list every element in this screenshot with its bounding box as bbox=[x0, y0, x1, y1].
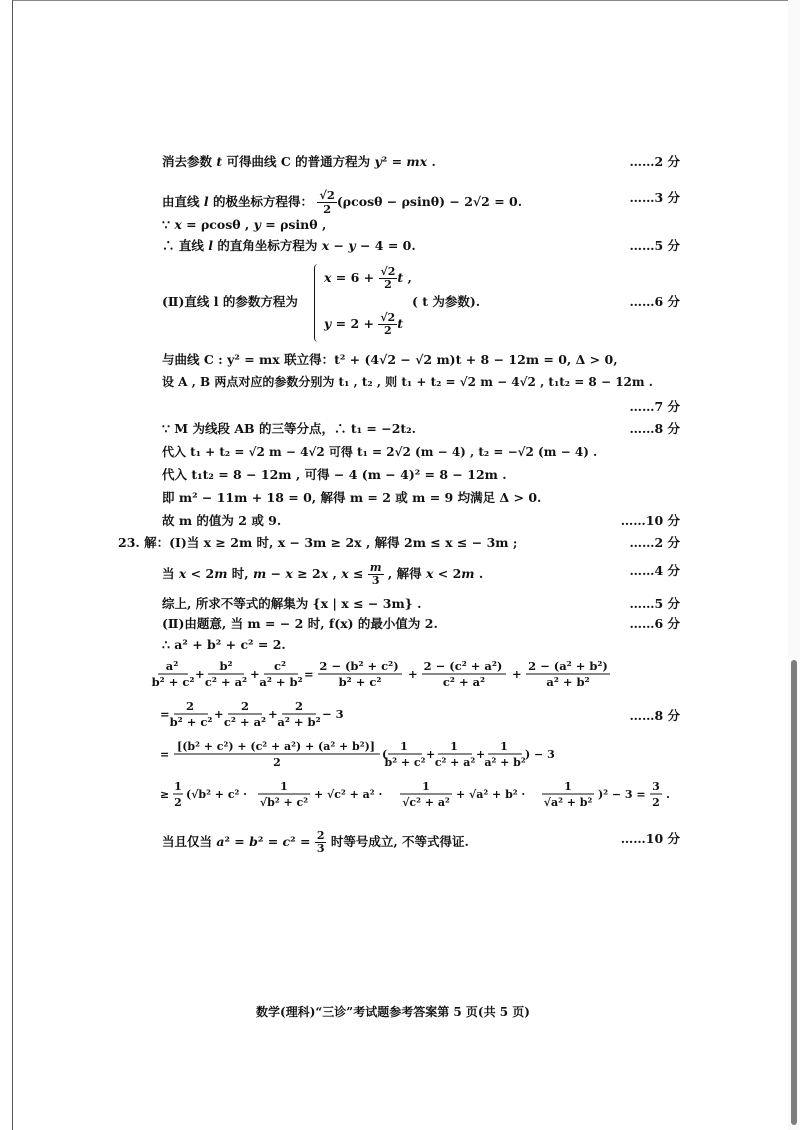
svg-text:1: 1 bbox=[500, 740, 508, 753]
text-line: (Ⅱ)直线 l 的参数方程为 bbox=[162, 294, 298, 309]
svg-text:1: 1 bbox=[280, 780, 288, 793]
svg-text:b² + c²: b² + c² bbox=[384, 756, 426, 769]
equation-block bbox=[151, 656, 698, 826]
param-eq-y: y = 2 + $\frac{√2}{2}$ t bbox=[324, 311, 403, 337]
svg-text:=: = bbox=[160, 707, 170, 721]
svg-text:+: + bbox=[250, 667, 260, 681]
svg-text:c² + a²: c² + a² bbox=[223, 715, 267, 729]
page-footer: 数学(理科)“三诊”考试题参考答案第 5 页(共 5 页) bbox=[256, 1005, 530, 1019]
svg-text:2: 2 bbox=[273, 756, 281, 769]
svg-text:√a² + b²: √a² + b² bbox=[543, 796, 593, 809]
svg-text:≥: ≥ bbox=[160, 788, 170, 801]
svg-text:c²: c² bbox=[273, 659, 287, 673]
svg-text:a² + b²: a² + b² bbox=[277, 715, 321, 729]
svg-text:√b² + c²: √b² + c² bbox=[259, 796, 309, 809]
svg-text:1: 1 bbox=[564, 780, 572, 793]
svg-text:+: + bbox=[426, 748, 436, 761]
svg-text:)² − 3 =: )² − 3 = bbox=[598, 788, 646, 801]
svg-text:+: + bbox=[268, 707, 278, 721]
scrollbar-track[interactable] bbox=[788, 0, 800, 1130]
svg-text:+: + bbox=[512, 667, 522, 681]
svg-text:1: 1 bbox=[400, 740, 408, 753]
svg-text:[(b² + c²) + (c² + a²) + (a² +: [(b² + c²) + (c² + a²) + (a² + b²)] bbox=[177, 740, 375, 753]
score-label: ……8 分 bbox=[629, 708, 680, 723]
svg-text:2 − (a² + b²): 2 − (a² + b²) bbox=[528, 659, 608, 673]
svg-text:=: = bbox=[304, 667, 314, 681]
svg-text:− 3: − 3 bbox=[322, 707, 344, 721]
svg-text:1: 1 bbox=[450, 740, 458, 753]
svg-text:b² + c²: b² + c² bbox=[169, 715, 213, 729]
svg-text:+: + bbox=[214, 707, 224, 721]
param-note: ( t 为参数). bbox=[412, 294, 481, 309]
svg-text:+ √a² + b² ·: + √a² + b² · bbox=[456, 788, 526, 801]
svg-text:2: 2 bbox=[185, 699, 195, 713]
text-line: 设 A , B 两点对应的参数分别为 t₁ , t₂ , 则 t₁ + t₂ = √2 m − 4√2 , t₁t₂ = 8 − 12m . bbox=[162, 375, 653, 389]
score-label: ……4 分 bbox=[629, 563, 680, 578]
text-line: 当且仅当 a² = b² = c² = $\frac{2}{3}$ 时等号成立, 不等式得证. bbox=[162, 829, 469, 855]
score-label: ……10 分 bbox=[620, 513, 680, 528]
text-line: ∴ 直线 l 的直角坐标方程为 x − y − 4 = 0. bbox=[162, 238, 416, 253]
score-label: ……6 分 bbox=[629, 616, 680, 631]
svg-text:3: 3 bbox=[652, 780, 660, 793]
svg-text:+: + bbox=[476, 748, 486, 761]
text-line: 即 m² − 11m + 18 = 0, 解得 m = 2 或 m = 9 均满足 Δ > 0. bbox=[162, 490, 542, 505]
svg-text:(: ( bbox=[382, 748, 388, 761]
text-line: 代入 t₁t₂ = 8 − 12m , 可得 − 4 (m − 4)² = 8 − 12m . bbox=[162, 467, 507, 482]
svg-text:2: 2 bbox=[652, 796, 660, 809]
text-line: 消去参数 t 可得曲线 C 的普通方程为 y² = mx . bbox=[162, 154, 436, 169]
text-line: (Ⅱ)由题意, 当 m = − 2 时, f(x) 的最小值为 2. bbox=[162, 616, 438, 631]
score-label: ……2 分 bbox=[629, 154, 680, 169]
svg-text:a² + b²: a² + b² bbox=[259, 675, 303, 689]
score-label: ……5 分 bbox=[629, 238, 680, 253]
score-label: ……3 分 bbox=[629, 190, 680, 205]
text-line: 由直线 l 的极坐标方程得： $\frac{√2}{2}$ (ρcosθ − ρsinθ) − 2√2 = 0. bbox=[162, 188, 523, 216]
svg-text:2: 2 bbox=[294, 699, 304, 713]
svg-text:b²: b² bbox=[219, 659, 233, 673]
svg-text:b² + c²: b² + c² bbox=[151, 675, 195, 689]
svg-text:b² + c²: b² + c² bbox=[338, 675, 382, 689]
text-line: ∴ a² + b² + c² = 2. bbox=[162, 637, 286, 652]
svg-text:a² + b²: a² + b² bbox=[546, 675, 590, 689]
svg-text:1: 1 bbox=[422, 780, 430, 793]
scrollbar-thumb[interactable] bbox=[791, 660, 797, 1125]
svg-text:a² + b²: a² + b² bbox=[484, 756, 526, 769]
svg-text:1: 1 bbox=[174, 780, 182, 793]
svg-text:.: . bbox=[666, 788, 670, 801]
param-eq-x: x = 6 + $\frac{√2}{2}$ t , bbox=[324, 265, 412, 291]
svg-text:a²: a² bbox=[165, 659, 179, 673]
text-line: 故 m 的值为 2 或 9. bbox=[162, 513, 282, 528]
score-label: ……10 分 bbox=[620, 831, 680, 846]
svg-text:√c² + a²: √c² + a² bbox=[402, 796, 450, 809]
text-line: 代入 t₁ + t₂ = √2 m − 4√2 可得 t₁ = 2√2 (m − 4) , t₂ = −√2 (m − 4) . bbox=[162, 445, 598, 459]
score-label: ……5 分 bbox=[629, 596, 680, 611]
svg-text:) − 3: ) − 3 bbox=[525, 748, 555, 761]
score-label: ……6 分 bbox=[629, 294, 680, 309]
text-line: ∵ x = ρcosθ , y = ρsinθ , bbox=[162, 217, 327, 232]
svg-text:c² + a²: c² + a² bbox=[434, 756, 476, 769]
text-line: 与曲线 C : y² = mx 联立得：t² + (4√2 − √2 m)t + 8 − 12m = 0, Δ > 0, bbox=[162, 352, 618, 367]
svg-text:(√b² + c² ·: (√b² + c² · bbox=[186, 788, 247, 801]
svg-text:2: 2 bbox=[240, 699, 250, 713]
svg-text:+ √c² + a² ·: + √c² + a² · bbox=[314, 788, 383, 801]
score-label: ……2 分 bbox=[629, 535, 680, 550]
text-line: ∵ M 为线段 AB 的三等分点，∴ t₁ = −2t₂. bbox=[162, 421, 417, 436]
text-line: 当 x < 2m 时, m − x ≥ 2x , x ≤ $\frac{m}{3}$ , 解得 x < 2m . bbox=[162, 561, 484, 587]
svg-text:+: + bbox=[408, 667, 418, 681]
score-label: ……7 分 bbox=[629, 399, 680, 414]
svg-text:c² + a²: c² + a² bbox=[442, 675, 486, 689]
score-label: ……8 分 bbox=[629, 421, 680, 436]
text-line: 综上, 所求不等式的解集为 {x | x ≤ − 3m} . bbox=[162, 596, 422, 611]
problem-23-line: 23. 解：(Ⅰ)当 x ≥ 2m 时, x − 3m ≥ 2x , 解得 2m ≤ x ≤ − 3m ; bbox=[118, 535, 518, 550]
svg-text:c² + a²: c² + a² bbox=[204, 675, 248, 689]
svg-text:+: + bbox=[195, 667, 205, 681]
svg-text:=: = bbox=[160, 748, 170, 761]
svg-text:2: 2 bbox=[174, 796, 182, 809]
svg-text:2 − (c² + a²): 2 − (c² + a²) bbox=[423, 659, 503, 673]
svg-text:2 − (b² + c²): 2 − (b² + c²) bbox=[319, 659, 399, 673]
